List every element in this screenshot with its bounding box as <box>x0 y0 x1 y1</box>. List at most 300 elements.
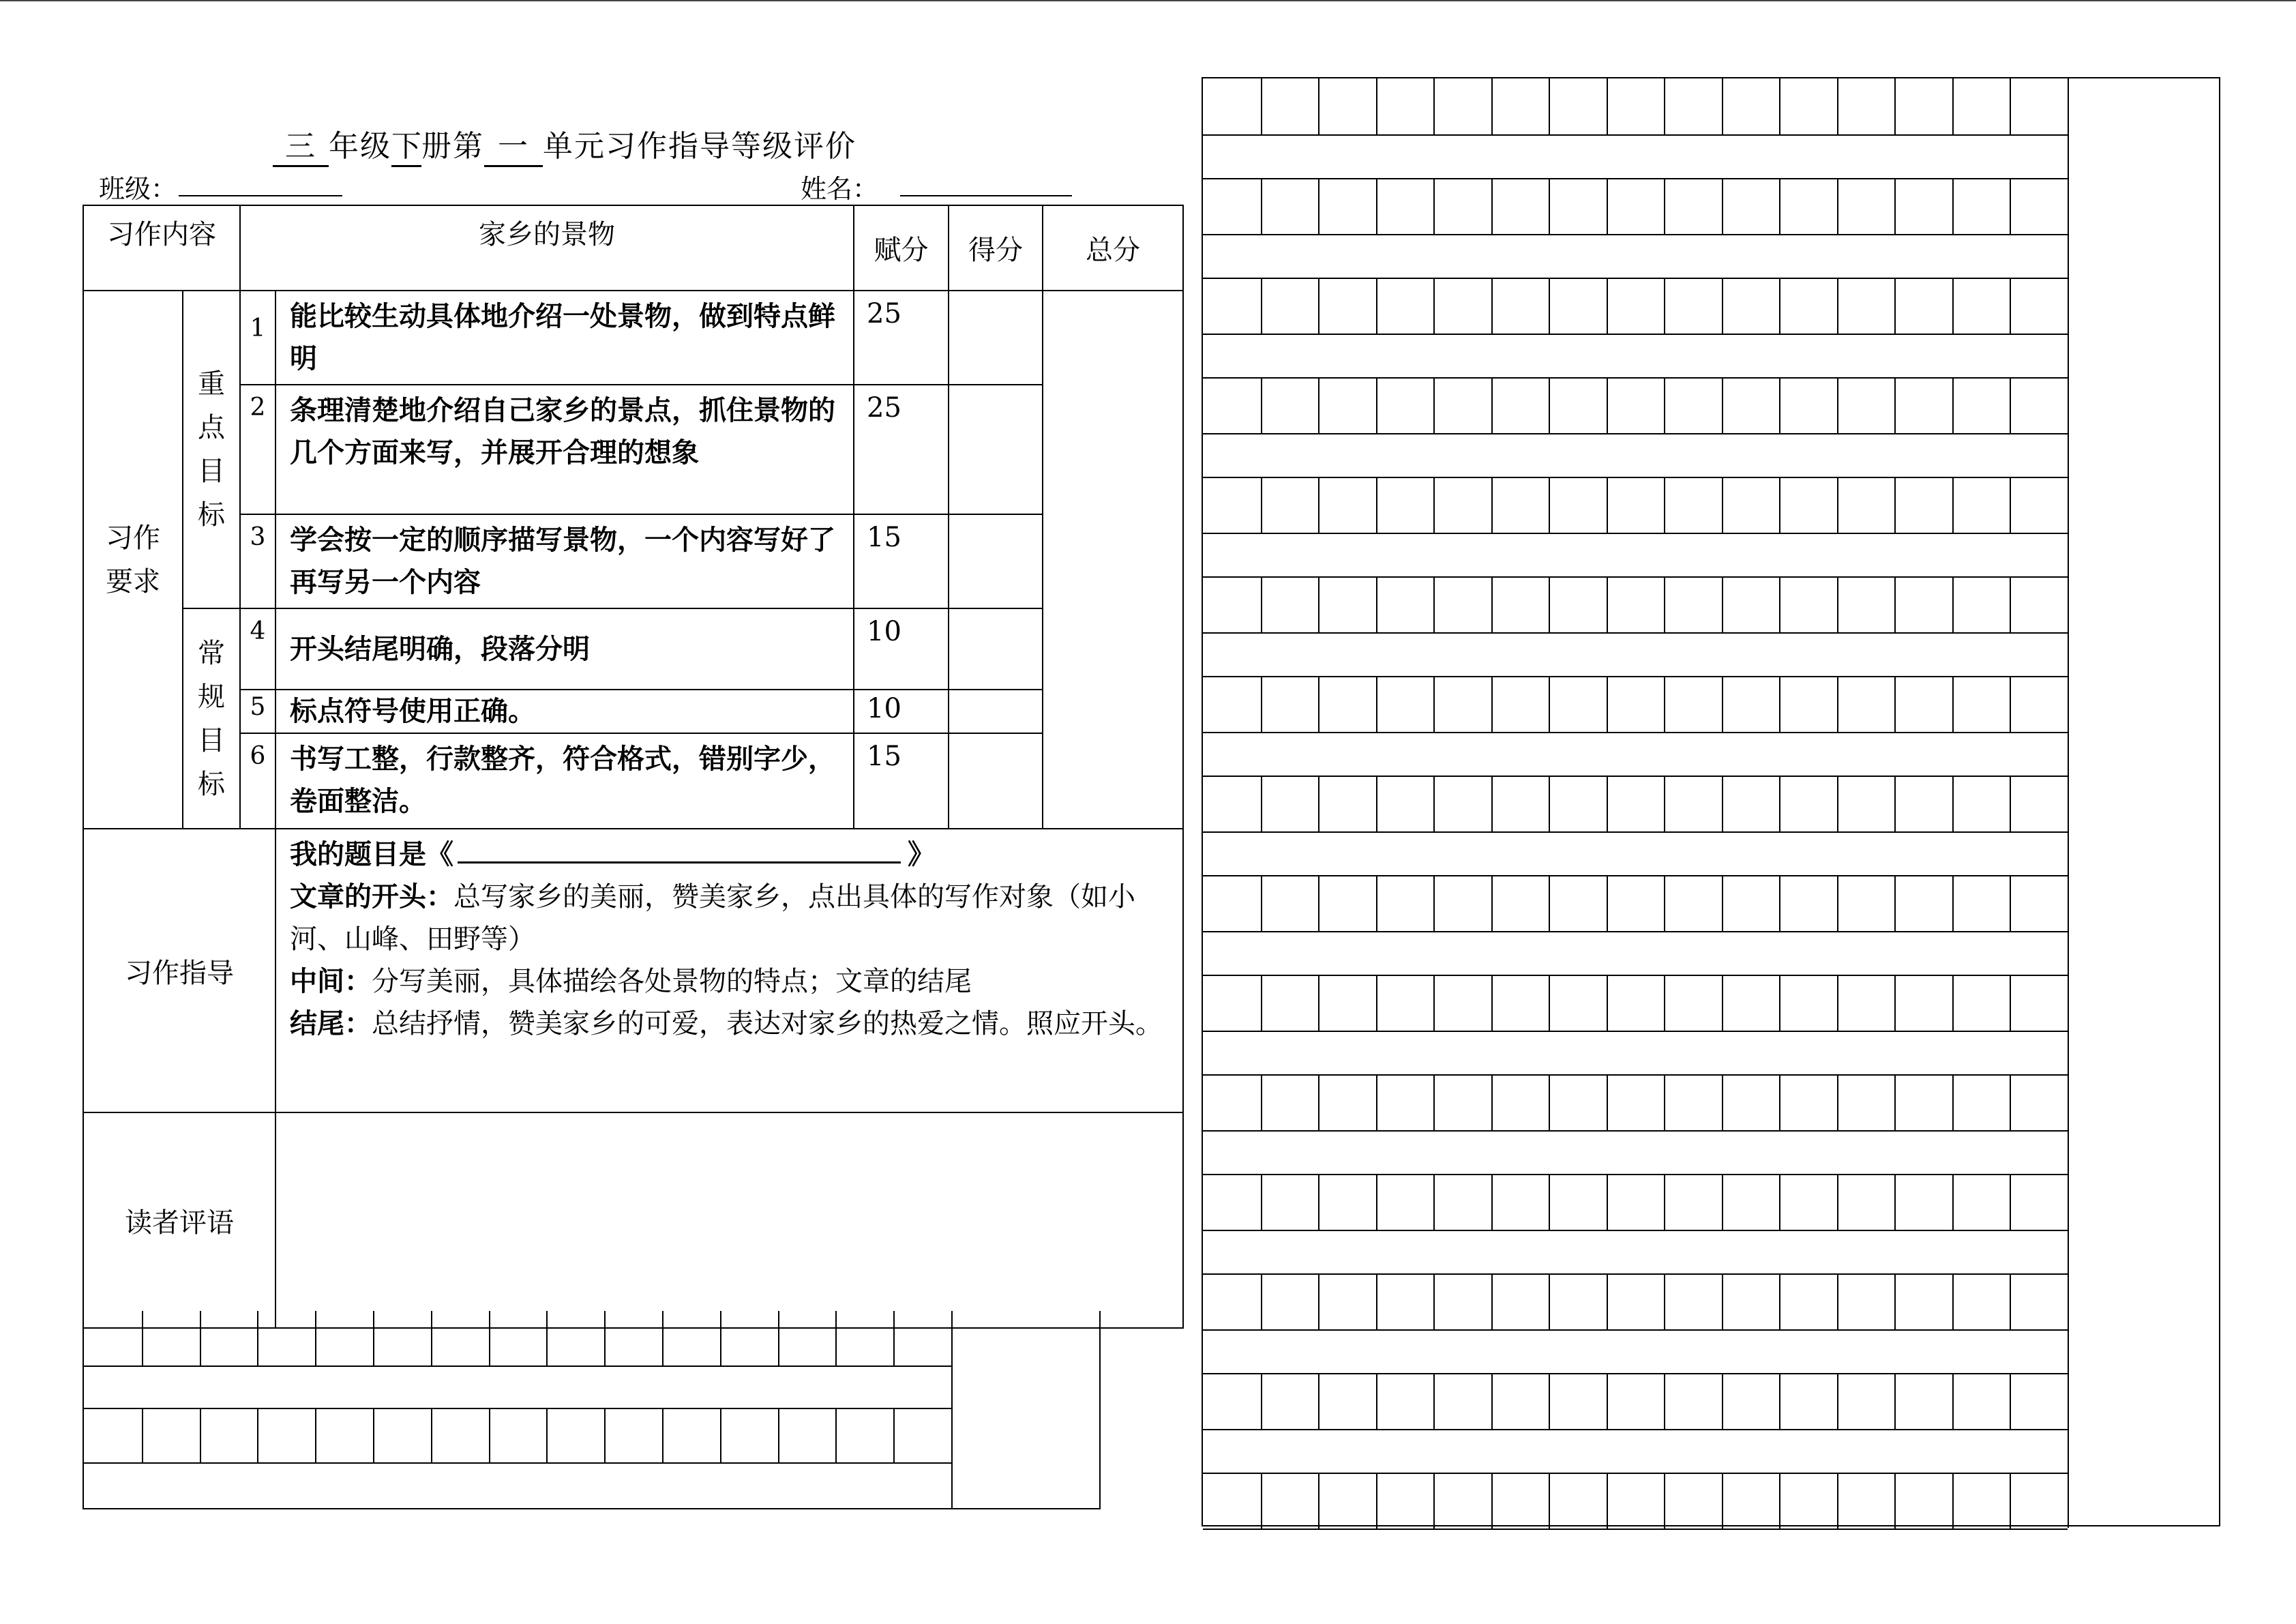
row-number: 2 <box>240 385 275 514</box>
grid-col-line <box>1722 975 1723 1031</box>
grid-row-line <box>1203 576 2068 578</box>
criterion-text: 标点符号使用正确。 <box>275 690 854 733</box>
grid-col-line <box>1318 1473 1320 1529</box>
requirements-label-line: 习作 <box>106 522 160 554</box>
grid-col-line <box>2010 1373 2011 1429</box>
grid-col-line <box>1607 178 1608 234</box>
grid-col-line <box>142 1408 143 1462</box>
grid-col-line <box>489 1408 490 1462</box>
grid-col-line <box>1376 1473 1377 1529</box>
grid-row-line <box>1203 831 2068 833</box>
grid-row-line <box>1203 1130 2068 1132</box>
grid-col-line <box>1837 875 1838 931</box>
criterion-text: 学会按一定的顺序描写景物，一个内容写好了再写另一个内容 <box>275 514 854 608</box>
regular-goals-char: 目 <box>198 724 225 756</box>
grid-col-line <box>1722 1074 1723 1130</box>
grid-col-line <box>1433 576 1435 632</box>
grid-col-line <box>1318 1373 1320 1429</box>
grid-col-line <box>1894 1473 1896 1529</box>
grid-col-line <box>1491 1473 1493 1529</box>
grid-col-line <box>1491 477 1493 533</box>
grid-col-line <box>1261 875 1262 931</box>
requirements-label <box>83 291 183 829</box>
row-number: 6 <box>240 733 275 829</box>
table-row <box>83 291 1183 385</box>
grid-col-line <box>373 1311 374 1365</box>
grid-col-line <box>1664 377 1665 433</box>
grid-col-line <box>1607 377 1608 433</box>
got-score-cell[interactable] <box>949 608 1043 690</box>
grid-col-line <box>1261 975 1262 1031</box>
grid-col-line <box>1318 1174 1320 1230</box>
grid-col-line <box>1722 1273 1723 1329</box>
content-label: 习作内容 <box>83 205 240 291</box>
grid-col-line <box>1837 676 1838 732</box>
grid-col-line <box>2010 576 2011 632</box>
grid-col-line <box>1433 875 1435 931</box>
grid-col-line <box>835 1408 837 1462</box>
grid-col-line <box>893 1408 895 1462</box>
key-goals-label <box>183 291 240 608</box>
got-score-cell[interactable] <box>949 733 1043 829</box>
grid-col-line <box>1376 1273 1377 1329</box>
grid-col-line <box>1837 576 1838 632</box>
table-row <box>83 385 1183 514</box>
grid-col-line <box>604 1408 606 1462</box>
grid-col-line <box>1664 975 1665 1031</box>
grid-col-line <box>1607 1174 1608 1230</box>
grid-col-line <box>1952 1074 1954 1130</box>
grid-col-line <box>1491 776 1493 831</box>
grid-col-line <box>1952 676 1954 732</box>
grid-col-line <box>1433 1174 1435 1230</box>
grid-col-line <box>1318 875 1320 931</box>
grid-col-line <box>200 1408 201 1462</box>
grid-col-line <box>2010 1174 2011 1230</box>
assigned-score: 10 <box>854 608 949 690</box>
grid-col-line <box>720 1311 721 1365</box>
grid-col-line <box>1837 776 1838 831</box>
grid-col-line <box>2010 78 2011 134</box>
grid-col-line <box>315 1311 316 1365</box>
grid-row-line <box>1203 1230 2068 1231</box>
topic-cell: 家乡的景物 <box>240 205 854 291</box>
total-score-cell[interactable] <box>1043 291 1183 829</box>
grid-row-line <box>1203 178 2068 179</box>
grid-col-line <box>2010 278 2011 334</box>
grid-col-line <box>1952 78 1954 134</box>
grid-col-line <box>431 1408 432 1462</box>
grid-col-line <box>1664 78 1665 134</box>
grid-row-line <box>1203 1174 2068 1175</box>
reader-comment-row <box>83 1112 1183 1328</box>
regular-goals-char: 常 <box>198 637 225 669</box>
criterion-text: 能比较生动具体地介绍一处景物，做到特点鲜明 <box>275 291 854 385</box>
grid-row-line <box>1203 134 2068 136</box>
table-row <box>83 514 1183 608</box>
grid-col-line <box>1952 377 1954 433</box>
grid-col-line <box>257 1408 258 1462</box>
right-writing-grid[interactable] <box>1202 77 2220 1526</box>
grid-col-line <box>1433 975 1435 1031</box>
grid-col-line <box>1376 1373 1377 1429</box>
grid-col-line <box>2010 975 2011 1031</box>
grid-col-line <box>1261 78 1262 134</box>
grid-col-line <box>1433 676 1435 732</box>
grid-col-line <box>1549 78 1550 134</box>
got-score-cell[interactable] <box>949 690 1043 733</box>
grid-col-line <box>1952 1473 1954 1529</box>
grid-col-line <box>1894 1373 1896 1429</box>
grid-col-line <box>1549 875 1550 931</box>
table-row <box>83 608 1183 690</box>
grid-col-line <box>1433 78 1435 134</box>
regular-goals-label <box>183 608 240 829</box>
grid-col-line <box>1607 975 1608 1031</box>
grid-col-line <box>1433 178 1435 234</box>
opening-guidance <box>290 876 1170 960</box>
grid-col-line <box>1433 1473 1435 1529</box>
grid-col-line <box>1318 377 1320 433</box>
grid-col-line <box>1376 78 1377 134</box>
row-number: 5 <box>240 690 275 733</box>
grid-col-line <box>1607 1273 1608 1329</box>
grid-col-line <box>1491 1074 1493 1130</box>
grid-row-line <box>1203 1373 2068 1374</box>
grid-row-line <box>1203 1429 2068 1430</box>
grid-col-line <box>431 1311 432 1365</box>
grid-col-line <box>1433 278 1435 334</box>
grid-col-line <box>1376 477 1377 533</box>
title-suffix: 》 <box>908 838 935 870</box>
grid-col-line <box>1549 1473 1550 1529</box>
ending-label: 结尾： <box>290 1007 372 1039</box>
grid-col-line <box>1376 278 1377 334</box>
grid-col-line <box>1376 1174 1377 1230</box>
grid-col-line <box>1779 1373 1780 1429</box>
assigned-score: 15 <box>854 733 949 829</box>
grid-col-line <box>1607 1074 1608 1130</box>
grid-col-line <box>1837 1473 1838 1529</box>
grid-row-line <box>1203 1074 2068 1076</box>
grid-row-line <box>1203 234 2068 235</box>
grid-row-line <box>1203 433 2068 434</box>
grid-row-line <box>1203 632 2068 634</box>
grid-col-line <box>1664 676 1665 732</box>
grid-col-line <box>1894 676 1896 732</box>
grid-col-line <box>1722 1174 1723 1230</box>
grid-row-line <box>1203 334 2068 335</box>
grid-col-line <box>1722 278 1723 334</box>
grid-col-line <box>1894 576 1896 632</box>
grid-col-line <box>1549 1174 1550 1230</box>
grid-col-line <box>1376 576 1377 632</box>
table-row <box>83 733 1183 829</box>
grid-col-line <box>1261 576 1262 632</box>
grid-row-line <box>84 1408 951 1409</box>
grid-col-line <box>1664 178 1665 234</box>
got-score-cell[interactable] <box>949 291 1043 385</box>
grid-col-line <box>1664 477 1665 533</box>
grid-col-line <box>142 1311 143 1365</box>
grid-col-line <box>1491 1174 1493 1230</box>
grid-col-line <box>1549 676 1550 732</box>
grid-col-line <box>1779 178 1780 234</box>
evaluation-table <box>83 205 1184 1329</box>
grid-col-line <box>1952 477 1954 533</box>
grid-row-line <box>1203 1529 2068 1530</box>
grid-col-line <box>1607 78 1608 134</box>
grid-col-line <box>1318 78 1320 134</box>
grid-col-line <box>1722 178 1723 234</box>
name-input-line[interactable] <box>900 195 1072 196</box>
grid-col-line <box>1607 1373 1608 1429</box>
grid-row-line <box>1203 776 2068 777</box>
reader-comment-area[interactable] <box>275 1112 1183 1328</box>
grid-col-line <box>2010 1473 2011 1529</box>
my-title-line <box>290 833 1170 876</box>
grid-col-line <box>1607 576 1608 632</box>
grid-col-line <box>1491 1373 1493 1429</box>
middle-label: 中间： <box>290 965 372 997</box>
grid-col-line <box>1607 1473 1608 1529</box>
grid-row-line <box>1203 1329 2068 1331</box>
grid-col-line <box>315 1408 316 1462</box>
grid-col-line <box>1549 1373 1550 1429</box>
class-input-line[interactable] <box>179 195 342 196</box>
key-goals-char: 目 <box>198 456 225 487</box>
grid-col-line <box>1952 178 1954 234</box>
grid-col-line <box>1779 576 1780 632</box>
grid-col-line <box>1952 1174 1954 1230</box>
grid-col-line <box>1318 178 1320 234</box>
grid-col-line <box>257 1311 258 1365</box>
opening-label: 文章的开头： <box>290 881 453 913</box>
grid-col-line <box>2010 1273 2011 1329</box>
grid-col-line <box>1952 1373 1954 1429</box>
grid-col-line <box>1261 1074 1262 1130</box>
row-number: 1 <box>240 291 275 385</box>
grid-col-line <box>1779 1074 1780 1130</box>
grid-col-line <box>778 1311 779 1365</box>
reader-comment-label: 读者评语 <box>83 1112 275 1328</box>
grid-col-line <box>2010 377 2011 433</box>
grid-col-line <box>1491 676 1493 732</box>
criterion-text: 书写工整，行款整齐，符合格式，错别字少，卷面整洁。 <box>275 733 854 829</box>
grid-col-line <box>1491 875 1493 931</box>
grid-col-line <box>1779 1174 1780 1230</box>
grid-col-line <box>1779 278 1780 334</box>
assigned-score-header: 赋分 <box>854 205 949 291</box>
grid-col-line <box>1779 975 1780 1031</box>
grid-col-line <box>1607 776 1608 831</box>
grid-col-line <box>1894 477 1896 533</box>
grid-col-line <box>1549 576 1550 632</box>
regular-goals-char: 标 <box>198 768 225 800</box>
grid-row-line <box>1203 1473 2068 1474</box>
grid-col-line <box>1549 975 1550 1031</box>
grid-col-line <box>1722 78 1723 134</box>
grid-row-line <box>84 1365 951 1367</box>
grid-col-line <box>1664 1373 1665 1429</box>
grid-margin-line <box>951 1311 953 1509</box>
unit-value: 一 <box>484 129 543 167</box>
grid-col-line <box>1894 1273 1896 1329</box>
grid-col-line <box>1491 178 1493 234</box>
total-score-header: 总分 <box>1043 205 1183 291</box>
middle-text: 分写美丽，具体描绘各处景物的特点；文章的结尾 <box>372 966 972 997</box>
grid-col-line <box>2010 676 2011 732</box>
grid-col-line <box>1607 676 1608 732</box>
grid-col-line <box>546 1311 548 1365</box>
grid-col-line <box>1491 78 1493 134</box>
grid-row-line <box>1203 931 2068 932</box>
row-number: 4 <box>240 608 275 690</box>
row-number: 3 <box>240 514 275 608</box>
title-text-volume: 册第 <box>421 129 484 164</box>
grid-col-line <box>1433 477 1435 533</box>
grid-col-line <box>1376 776 1377 831</box>
grid-col-line <box>1894 776 1896 831</box>
grid-col-line <box>1894 278 1896 334</box>
term-value: 下 <box>391 129 421 167</box>
grid-col-line <box>1607 278 1608 334</box>
grid-row-line <box>1203 732 2068 733</box>
grid-row-line <box>1203 278 2068 279</box>
grid-row-line <box>1203 477 2068 478</box>
grid-col-line <box>1376 676 1377 732</box>
grade-value: 三 <box>273 129 329 167</box>
got-score-cell[interactable] <box>949 385 1043 514</box>
grid-col-line <box>1894 178 1896 234</box>
grid-col-line <box>1318 1074 1320 1130</box>
grid-col-line <box>1318 278 1320 334</box>
grid-col-line <box>1491 1273 1493 1329</box>
grid-col-line <box>546 1408 548 1462</box>
grid-col-line <box>1779 1473 1780 1529</box>
grid-col-line <box>1779 1273 1780 1329</box>
grid-col-line <box>1722 1373 1723 1429</box>
page-title <box>273 121 856 167</box>
grid-col-line <box>1952 776 1954 831</box>
grid-col-line <box>1261 1373 1262 1429</box>
grid-col-line <box>1722 776 1723 831</box>
grid-col-line <box>1779 377 1780 433</box>
grid-col-line <box>1664 1273 1665 1329</box>
grid-col-line <box>1779 78 1780 134</box>
grid-col-line <box>1837 477 1838 533</box>
grid-col-line <box>1261 1473 1262 1529</box>
grid-col-line <box>1664 1074 1665 1130</box>
grid-col-line <box>2010 776 2011 831</box>
grid-row-line <box>1203 975 2068 976</box>
grid-col-line <box>1607 875 1608 931</box>
grid-col-line <box>1837 377 1838 433</box>
got-score-header: 得分 <box>949 205 1043 291</box>
grid-col-line <box>1491 975 1493 1031</box>
grid-col-line <box>1894 975 1896 1031</box>
grid-col-line <box>1376 178 1377 234</box>
grid-row-line <box>1203 1031 2068 1032</box>
grid-col-line <box>1837 1273 1838 1329</box>
grid-col-line <box>1779 477 1780 533</box>
name-label: 姓名： <box>801 174 879 204</box>
grid-col-line <box>1664 278 1665 334</box>
ending-guidance <box>290 1003 1170 1045</box>
grid-col-line <box>2010 178 2011 234</box>
grid-col-line <box>1376 875 1377 931</box>
grid-col-line <box>1607 477 1608 533</box>
grid-col-line <box>1376 377 1377 433</box>
left-writing-grid[interactable] <box>83 1311 1101 1509</box>
grid-col-line <box>1952 278 1954 334</box>
assigned-score: 15 <box>854 514 949 608</box>
grid-col-line <box>1318 1273 1320 1329</box>
grid-col-line <box>893 1311 895 1365</box>
grid-col-line <box>1894 1074 1896 1130</box>
title-prefix: 我的题目是《 <box>290 838 453 870</box>
key-goals-char: 标 <box>198 499 225 531</box>
grid-col-line <box>1433 1373 1435 1429</box>
title-text-grade: 年级 <box>329 129 391 164</box>
grid-col-line <box>1261 477 1262 533</box>
grid-col-line <box>1722 576 1723 632</box>
grid-col-line <box>1549 1273 1550 1329</box>
grid-col-line <box>2010 1074 2011 1130</box>
requirements-label-line: 要求 <box>106 565 160 597</box>
grid-col-line <box>1261 1273 1262 1329</box>
grid-col-line <box>1549 178 1550 234</box>
middle-guidance <box>290 960 1170 1003</box>
grid-col-line <box>1318 975 1320 1031</box>
grid-col-line <box>1261 377 1262 433</box>
grid-col-line <box>1722 676 1723 732</box>
grid-col-line <box>835 1311 837 1365</box>
got-score-cell[interactable] <box>949 514 1043 608</box>
grid-col-line <box>1894 78 1896 134</box>
grid-margin-line <box>2068 78 2069 1528</box>
page-top-border <box>0 0 2296 1</box>
grid-col-line <box>2010 477 2011 533</box>
grid-col-line <box>1779 776 1780 831</box>
grid-col-line <box>1549 278 1550 334</box>
grid-col-line <box>1261 776 1262 831</box>
criterion-text: 开头结尾明确，段落分明 <box>275 608 854 690</box>
grid-col-line <box>1664 875 1665 931</box>
grid-col-line <box>1952 875 1954 931</box>
criterion-text: 条理清楚地介绍自己家乡的景点，抓住景物的几个方面来写，并展开合理的想象 <box>275 385 854 514</box>
grid-col-line <box>1722 477 1723 533</box>
grid-col-line <box>1952 1273 1954 1329</box>
essay-title-input[interactable] <box>458 834 901 863</box>
opening-text: 总写家乡的美丽，赞美家乡，点出具体的写作对象（如小河、山峰、田野等） <box>290 881 1135 955</box>
grid-row-line <box>1203 676 2068 677</box>
grid-col-line <box>1664 1473 1665 1529</box>
grid-col-line <box>1837 78 1838 134</box>
ending-text: 总结抒情，赞美家乡的可爱，表达对家乡的热爱之情。照应开头。 <box>372 1008 1163 1039</box>
key-goals-char: 重 <box>198 368 225 400</box>
grid-col-line <box>200 1311 201 1365</box>
grid-col-line <box>1837 1174 1838 1230</box>
regular-goals-char: 规 <box>198 681 225 713</box>
grid-col-line <box>1549 1074 1550 1130</box>
grid-col-line <box>1261 1174 1262 1230</box>
grid-col-line <box>1837 278 1838 334</box>
guidance-row <box>83 829 1183 1112</box>
grid-col-line <box>1433 1074 1435 1130</box>
grid-col-line <box>1894 875 1896 931</box>
grid-col-line <box>1837 1074 1838 1130</box>
